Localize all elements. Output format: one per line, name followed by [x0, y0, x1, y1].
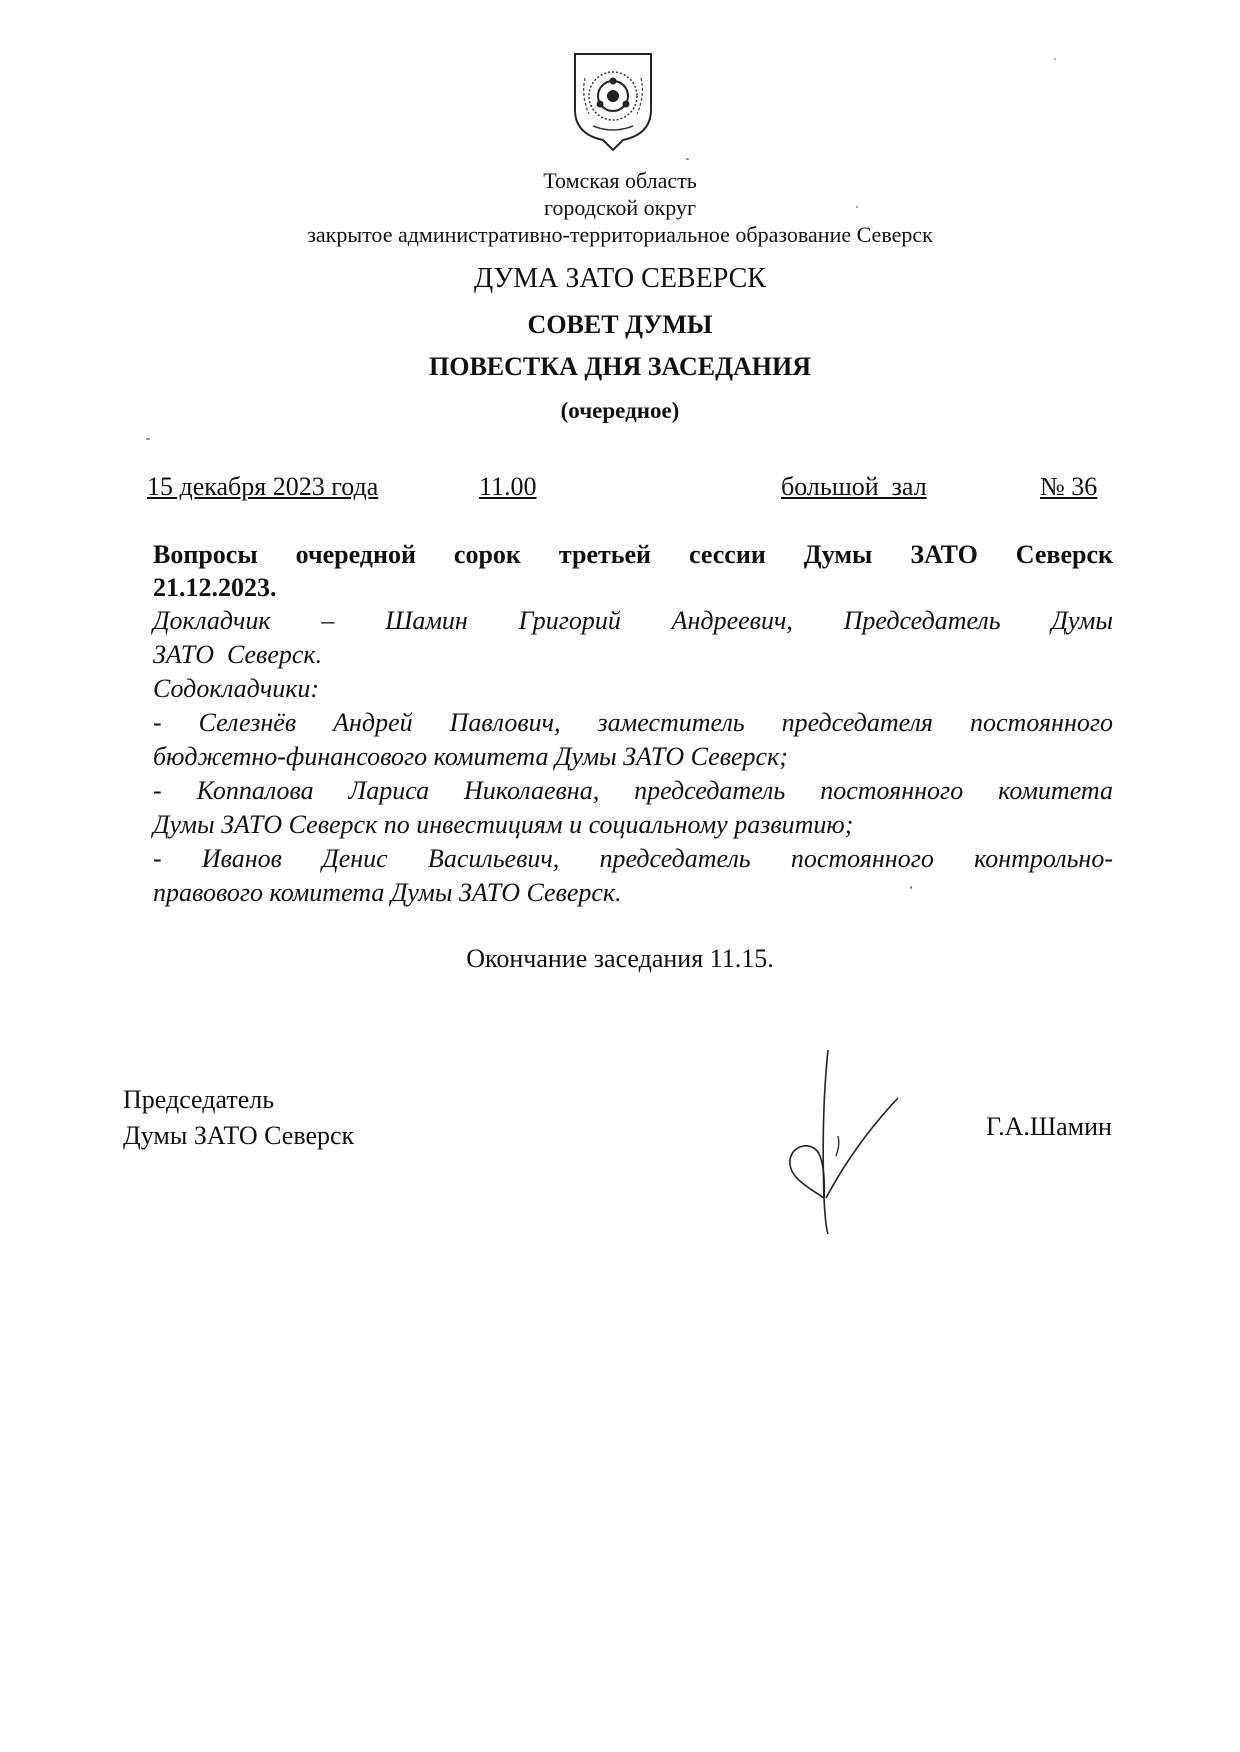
coreporters-heading: Содокладчики: — [153, 674, 320, 703]
reporter-line: ЗАТО Северск. — [153, 640, 323, 669]
scan-speck — [686, 158, 689, 160]
coreporter-line: - Селезнёв Андрей Павлович, заместитель председателя постоянного — [153, 708, 1113, 737]
reporter-line: Докладчик – Шамин Григорий Андреевич, Председатель Думы — [153, 606, 1113, 635]
coreporter-item — [153, 774, 1113, 842]
coreporter-item — [153, 706, 1113, 774]
district-text: городской округ — [543, 195, 697, 220]
coreporter-line: - Коппалова Лариса Николаевна, председатель постоянного комитета — [153, 776, 1113, 805]
coreporter-line: правового комитета Думы ЗАТО Северск. — [153, 878, 622, 907]
meeting-kind: (очередное) — [560, 398, 680, 423]
meeting-place: большой зал — [781, 472, 927, 501]
entity-text: закрытое административно-территориальное образование Северск — [307, 222, 933, 247]
meeting-date: 15 декабря 2023 года — [147, 472, 379, 501]
signatory-name: Г.А.Шамин — [986, 1112, 1112, 1141]
document-title: ПОВЕСТКА ДНЯ ЗАСЕДАНИЯ — [429, 352, 811, 381]
scan-speck — [146, 438, 150, 440]
scan-speck — [1054, 58, 1056, 60]
scan-speck — [856, 206, 858, 208]
coreporter-line: бюджетно-финансового комитета Думы ЗАТО Северск; — [153, 742, 788, 771]
council-name: ДУМА ЗАТО СЕВЕРСК — [474, 263, 766, 294]
signatory-position-line: Председатель — [123, 1085, 275, 1114]
board-name: СОВЕТ ДУМЫ — [527, 310, 713, 339]
handwritten-signature — [780, 1048, 910, 1238]
scan-speck — [910, 886, 912, 889]
signatory-position-line: Думы ЗАТО Северск — [123, 1121, 355, 1150]
agenda-question-line: Вопросы очередной сорок третьей сессии Думы ЗАТО Северск — [153, 540, 1113, 569]
reporter — [153, 604, 1113, 672]
coreporter-line: - Иванов Денис Васильевич, председатель постоянного контрольно- — [153, 844, 1113, 873]
coreporter-item — [153, 842, 1113, 910]
signatory-position — [123, 1082, 354, 1154]
agenda-question-date: 21.12.2023. — [153, 573, 277, 602]
agenda-question — [153, 538, 1113, 604]
meeting-number: № 36 — [1040, 472, 1098, 501]
meeting-time: 11.00 — [479, 472, 537, 501]
meeting-end: Окончание заседания 11.15. — [466, 944, 774, 973]
coreporter-line: Думы ЗАТО Северск по инвестициям и социальному развитию; — [153, 810, 854, 839]
coat-of-arms-icon — [571, 50, 655, 154]
region-text: Томская область — [543, 168, 697, 193]
